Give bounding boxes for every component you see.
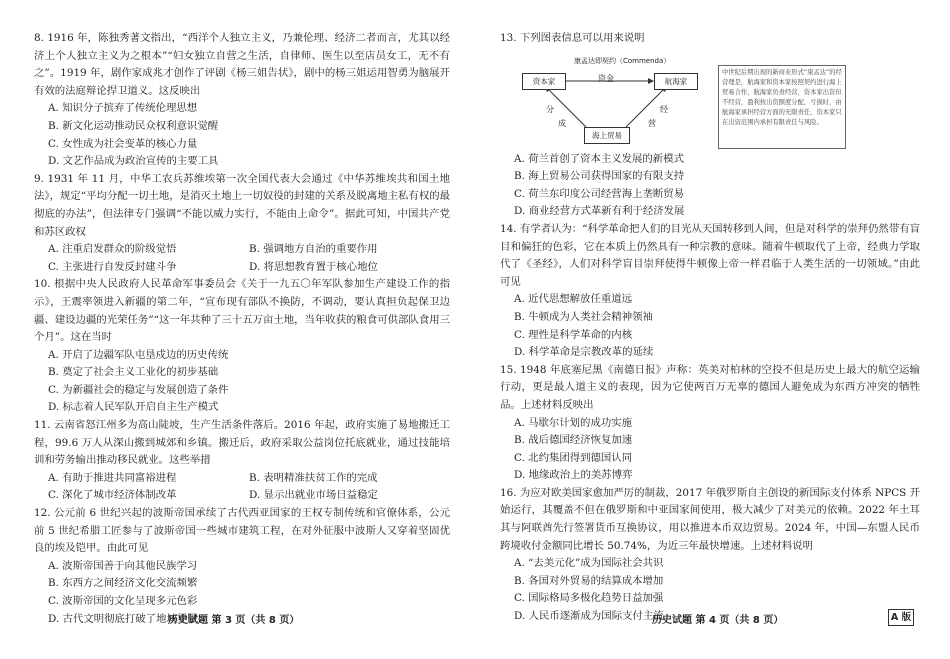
question-14 [500,221,920,362]
page-footer-right: 历史试题 第 4 页（共 8 页） [652,615,784,626]
option-c: C. 为新疆社会的稳定与发展创造了条件 [48,383,229,396]
option-d: D. 古代文明彻底打破了地域界限 [48,612,198,625]
option-b: B. 新文化运动推动民众权利意识觉醒 [48,119,219,132]
operate-label: 经 [660,104,668,114]
option-d: D. 标志着人民军队开启自主生产模式 [48,401,219,414]
option-b: B. 各国对外贸易的结算成本增加 [514,574,664,587]
question-13 [500,30,920,221]
option-c: C. 北约集团得到德国认同 [514,451,633,464]
question-12 [34,505,450,628]
option-a: A. “去美元化”成为国际社会共识 [514,557,664,570]
question-stem: 14. 有学者认为：“科学革命把人们的目光从天国转移到人间，但是对科学的崇拜仍然带有盲目和偏狂的色彩，它在本质上仍然具有一种宗教的意味。随着牛顿取代了上帝，经典力学取代了《圣经》，人们对科学盲目崇拜使得牛顿像上帝一样君临于人类生活的一切领域。”由此可见 [500,222,920,288]
option-row [34,487,450,505]
question-9 [34,171,450,277]
option-d: D. 显示出就业市场日益稳定 [249,489,378,502]
share-label-2: 成 [558,118,566,128]
option-c: C. 理性是科学革命的内核 [514,328,633,341]
version-badge: A 版 [888,609,914,626]
question-11 [34,417,450,505]
page-footer-left: 历史试题 第 3 页（共 8 页） [168,615,300,626]
capitalist-box: 资本家 [522,73,566,90]
question-16 [500,485,920,626]
option-row [34,259,450,277]
option-d: D. 地缘政治上的美苏博弈 [514,469,633,482]
option-d: D. 人民币逐渐成为国际支付主流 [514,610,664,623]
option-a: A. 马歇尔计划的成功实施 [514,416,633,429]
option-a: A. 注重启发群众的阶级觉悟 [48,243,177,256]
option-b: B. 东西方之间经济文化交流频繁 [48,577,198,590]
left-page [34,30,450,628]
question-10 [34,276,450,417]
option-d: D. 文艺作品成为政治宣传的主要工具 [48,155,219,168]
option-a: A. 近代思想解放任重道远 [514,293,633,306]
operate-label-2: 营 [648,118,656,128]
question-stem: 16. 为应对欧美国家愈加严厉的制裁，2017 年俄罗斯自主创设的新国际支付体系 NPCS 开始运行，其覆盖不但在俄罗斯和中亚国家间使用，极大减少了对美元的依赖。2022 年土耳其与阿联酋先行签署货币互换协议，用以推进本币双边贸易。2024 年，中国—东盟人民币跨境收付金额同比增长 50.74%，为近三年最快增速。上述材料说明 [500,486,920,552]
option-c: C. 主张进行自发反封建斗争 [48,260,177,273]
question-stem: 12. 公元前 6 世纪兴起的波斯帝国承续了古代西亚国家的王权专制传统和官僚体系，公元前 5 世纪希腊工匠参与了波斯帝国一些城市建筑工程，在对外征服中波斯人又穿着坚固优良的埃及铠甲。由此可见 [34,507,450,555]
option-row [34,470,450,488]
fund-label: 资金 [598,73,614,83]
option-d: D. 商业经营方式革新有利于经济发展 [514,205,685,218]
option-b: B. 奠定了社会主义工业化的初步基础 [48,366,219,379]
question-stem: 9. 1931 年 11 月，中华工农兵苏维埃第一次全国代表大会通过《中华苏维埃共和国土地法》，规定“平均分配一切土地，是消灭土地上一切奴役的封建的关系及脱离地主私有权的最彻底的办法”，但法律专门强调“不能以威力实行，不能由上命令”。据此可知，中国共产党和苏区政权 [34,172,450,238]
question-stem: 8. 1916 年，陈独秀著文指出，“西洋个人独立主义，乃兼伦理、经济二者而言，尤其以经济上个人独立主义为之根本”“妇女独立自营之生活，自律师、医生以至店员女工，无不有之”。1919 年，剧作家成兆才创作了评剧《杨三姐告状》，剧中的杨三姐运用智勇为脑展开有效的法庭辩论捍卫道义。这反映出 [34,32,450,97]
navigator-box: 航海家 [654,73,698,90]
option-b: B. 战后德国经济恢复加速 [514,434,633,447]
right-page [500,30,920,626]
option-a: A. 有助于推进共同富裕进程 [48,471,177,484]
option-c: C. 国际格局多极化趋势日益加强 [514,592,664,605]
share-label: 分 [546,104,554,114]
commenda-diagram [518,53,842,145]
option-c: C. 女性成为社会变革的核心力量 [48,137,198,150]
option-row [34,241,450,259]
option-b: B. 海上贸易公司获得国家的有限支持 [514,170,685,183]
option-b: B. 表明精准扶贫工作的完成 [249,471,378,484]
option-c: C. 深化了城市经济体制改革 [48,489,177,502]
sea-trade-box: 海上贸易 [584,127,630,144]
option-d: D. 科学革命是宗教改革的延续 [514,346,654,359]
question-stem: 13. 下列图表信息可以用来说明 [500,32,645,44]
option-b: B. 牛顿成为人类社会精神领袖 [514,310,653,323]
option-c: C. 波斯帝国的文化呈现多元色彩 [48,595,198,607]
option-a: A. 荷兰首创了资本主义发展的新模式 [514,152,684,165]
question-8 [34,30,450,171]
question-stem: 11. 云南省怒江州多为高山陡坡，生产生活条件落后。2016 年起，政府实施了易地搬迁工程，99.6 万人从深山搬到城郊和乡镇。搬迁后，政府采取公益岗位托底就业，通过技能培训和劳务输出推动移民就业。这些举措 [34,419,450,467]
option-b: B. 强调地方自治的重要作用 [249,243,378,256]
option-a: A. 开启了边疆军队屯垦戍边的历史传统 [48,348,229,361]
diagram-note: 中世纪后期出现的新商业形式“康孟达”的经营理是，航海家和资本家按照契约进行海上贸易合作，航海家负责经营，资本家出资但不经营，盈利按出资额度分配，亏损时，由航海家承担经营方面的无限责任，资本家只在出资范围内承担有限责任与风险。 [718,65,846,149]
question-stem: 10. 根据中央人民政府人民革命军事委员会《关于一九五〇年军队参加生产建设工作的指示》，王震率领进入新疆的第二年，“宣布现有部队不换防，不调动，要认真担负起保卫边疆、建设边疆的光荣任务”“这一年共种了三十五万亩土地，当年收获的粮食可供部队食用三个月”。这在当时 [34,278,450,344]
question-15 [500,362,920,485]
option-a: A. 波斯帝国善于向其他民族学习 [48,559,198,572]
option-c: C. 荷兰东印度公司经营海上垄断贸易 [514,187,685,200]
option-a: A. 知识分子摈弃了传统伦理思想 [48,102,198,115]
option-d: D. 将思想教育置于核心地位 [249,260,378,273]
diagram-title: 康孟达即契约（Commenda） [574,56,671,65]
question-stem: 15. 1948 年底塞尼黑《南德日报》声称：英美对柏林的空投不但是历史上最大的航空运输行动，更是最人道主义的表现，因为它使两百万无辜的德国人避免成为东西方冲突的牺牲品。上述材料反映出 [500,363,920,411]
